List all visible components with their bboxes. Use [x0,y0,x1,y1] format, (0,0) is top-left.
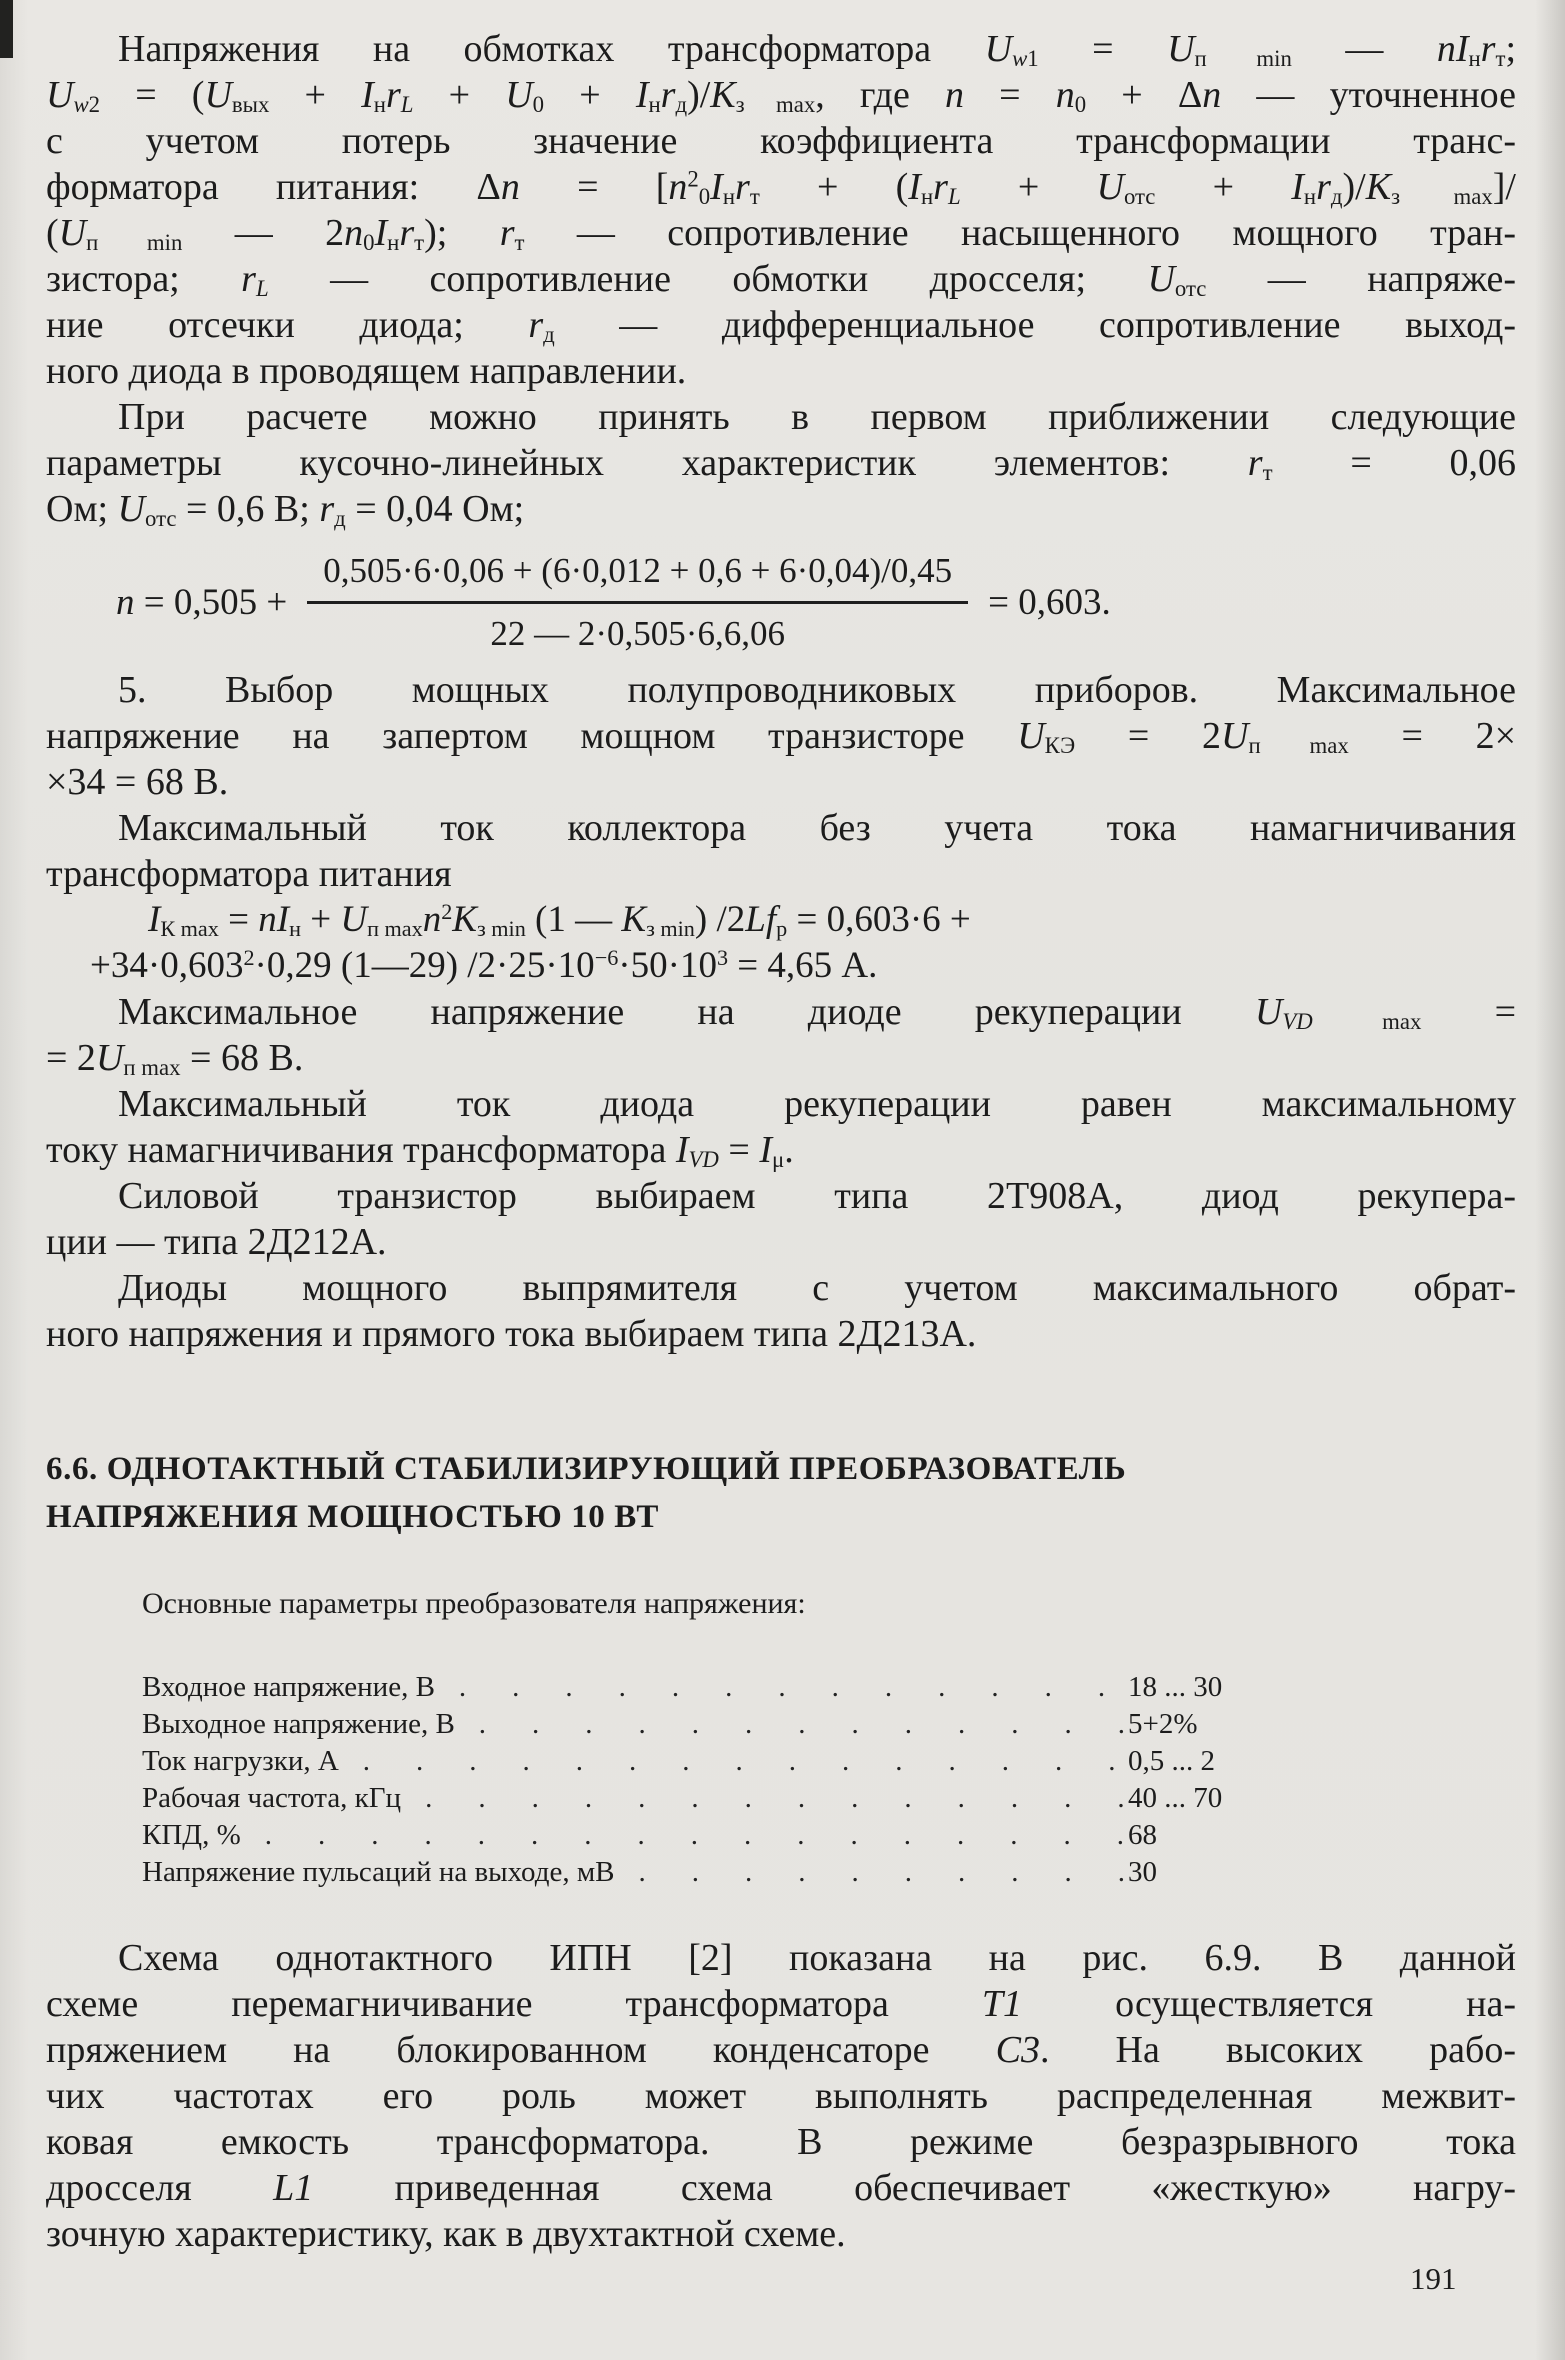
equation-transformation-ratio [116,550,1516,655]
paragraph-piecewise-parameters [46,394,1516,532]
text-line: = $2U_{п max} = 68$ В. [46,1037,304,1081]
parameter-row [142,1854,1516,1891]
equation-collector-current [46,897,1516,989]
text-line: ного диода в проводящем направлении. [46,350,687,392]
paragraph-recuperation-diode-voltage [46,989,1516,1081]
parameter-value: 40 ... 70 [1128,1782,1223,1814]
text-line: Максимальный ток коллектора без учета тока намагничивания [118,807,1516,849]
text-line: ковая емкость трансформатора. В режиме безразрывного тока [46,2121,1516,2163]
equation-line: $+34\cdot 0,603^2\cdot 0,29$ (1—29) $/2\cdot 25\cdot 10^{-6}\cdot 50\cdot 10^3 = 4,65$ А. [90,944,878,986]
paragraph-transistor-type [46,1173,1516,1265]
paragraph-winding-voltages [46,26,1516,394]
text-line: зистора; $r_L$ — сопротивление обмотки дросселя; $U_{отс}$ — напряже- [46,258,1516,302]
text-line: пряжением на блокированном конденсаторе С3. На высоких рабо- [46,2029,1516,2071]
section-heading-line: НАПРЯЖЕНИЯ МОЩНОСТЬЮ 10 ВТ [46,1499,660,1535]
parameter-value: 0,5 ... 2 [1128,1745,1215,1777]
dot-leader [455,1706,1128,1743]
paragraph-scheme-description [46,1935,1516,2257]
parameter-label: Выходное напряжение, В [142,1708,455,1740]
text-line: ние отсечки диода; $r_д$ — дифференциальное сопротивление выход- [46,304,1516,348]
fraction [307,550,968,655]
text-line: форматора питания: $\Delta n = [n^2_0I_нr_т + (I_нr_L + U_{отс} + I_нr_д)/K_{з max}]/$ [46,166,1516,210]
text-line: схеме перемагничивание трансформатора Т1 осуществляется на- [46,1983,1516,2025]
dot-leader [435,1669,1128,1706]
text-line: параметры кусочно-линейных характеристик элементов: $r_т = 0,06$ [46,442,1516,486]
parameter-value: 5+2% [1128,1708,1198,1740]
paragraph-collector-current-intro [46,805,1516,897]
equation-lhs: n = 0,505 + [116,581,288,623]
text-line: ×34 = 68 В. [46,761,229,803]
text-line: ($U_{п min}$ — $2n_0I_нr_т$); $r_т$ — сопротивление насыщенного мощного тран- [46,212,1517,256]
text-line: При расчете можно принять в первом приближении следующие [118,396,1516,438]
text-line: току намагничивания трансформатора $I_{VD} = I_\mu$. [46,1129,794,1173]
text-line: ного напряжения и прямого тока выбираем типа 2Д213А. [46,1313,977,1355]
text-line: Ом; $U_{отс} = 0,6$ В; $r_д = 0,04$ Ом; [46,488,525,532]
dot-leader [615,1854,1128,1891]
parameter-label: КПД, % [142,1819,241,1851]
paragraph-semiconductor-selection [46,667,1516,805]
dot-leader [241,1817,1128,1854]
equation-result: = 0,603. [988,581,1111,623]
scan-artifact-corner [0,0,13,58]
parameter-label: Рабочая частота, кГц [142,1782,402,1814]
text-line: Максимальный ток диода рекуперации равен максимальному [118,1083,1516,1125]
text-line: напряжение на запертом мощном транзисторе $U_{КЭ} = 2U_{п max} = 2\times$ [46,715,1516,759]
text-line: Схема однотактного ИПН [2] показана на рис. 6.9. В данной [118,1937,1516,1979]
equation-line: $I_{К max} = nI_н + U_{п max}n^2K_{з min}$ (1 — $K_{з min}$) $/2Lf_р = 0,603\cdot 6$ + [148,898,971,941]
dot-leader [401,1780,1128,1817]
text-line: Силовой транзистор выбираем типа 2Т908А, диод рекупера- [118,1175,1516,1217]
text-line: ции — типа 2Д212А. [46,1221,387,1263]
parameter-value: 18 ... 30 [1128,1671,1223,1703]
fraction-numerator: 0,505·6·0,06 + (6·0,012 + 0,6 + 6·0,04)/0,45 [307,550,968,604]
section-heading-line: 6.6. ОДНОТАКТНЫЙ СТАБИЛИЗИРУЮЩИЙ ПРЕОБРАЗОВАТЕЛЬ [46,1451,1127,1487]
text-line: трансформатора питания [46,853,452,895]
parameter-label: Ток нагрузки, А [142,1745,339,1777]
text-line: Диоды мощного выпрямителя с учетом максимального обрат- [118,1267,1516,1309]
text-line: с учетом потерь значение коэффициента трансформации транс- [46,120,1516,162]
dot-leader [339,1743,1128,1780]
section-heading [46,1445,1516,1541]
parameter-row [142,1669,1516,1706]
parameter-row [142,1780,1516,1817]
text-line: зочную характеристику, как в двухтактной схеме. [46,2213,846,2255]
text-line: чих частотах его роль может выполнять распределенная межвит- [46,2075,1516,2117]
fraction-denominator: 22 — 2·0,505·6,6,06 [490,614,785,653]
text-line: 5. Выбор мощных полупроводниковых приборов. Максимальное [118,669,1516,711]
parameter-value: 30 [1128,1856,1157,1888]
parameter-row [142,1706,1516,1743]
parameter-row [142,1817,1516,1854]
page-number: 191 [1410,2261,1457,2296]
parameter-label: Напряжение пульсаций на выходе, мВ [142,1856,615,1888]
text-line: Напряжения на обмотках трансформатора $U_{w1} = U_{п min}$ — $nI_нr_т$; [118,28,1516,72]
parameter-label: Входное напряжение, В [142,1671,435,1703]
text-line: $U_{w2} = (U_{вых} + I_нr_L + U_0 + I_нr_д)/K_{з max}$, где $n = n_0 + \Delta n$ — уточненное [46,74,1517,118]
parameters-list [46,1669,1516,1891]
paragraph-recuperation-diode-current [46,1081,1516,1173]
parameter-value: 68 [1128,1819,1157,1851]
text-line: дросселя L1 приведенная схема обеспечивает «жесткую» нагру- [46,2167,1516,2209]
text-line: Максимальное напряжение на диоде рекуперации $U_{VD max}$ = [118,991,1516,1035]
paragraph-rectifier-diodes [46,1265,1516,1357]
parameter-row [142,1743,1516,1780]
parameters-intro: Основные параметры преобразователя напряжения: [142,1587,806,1620]
